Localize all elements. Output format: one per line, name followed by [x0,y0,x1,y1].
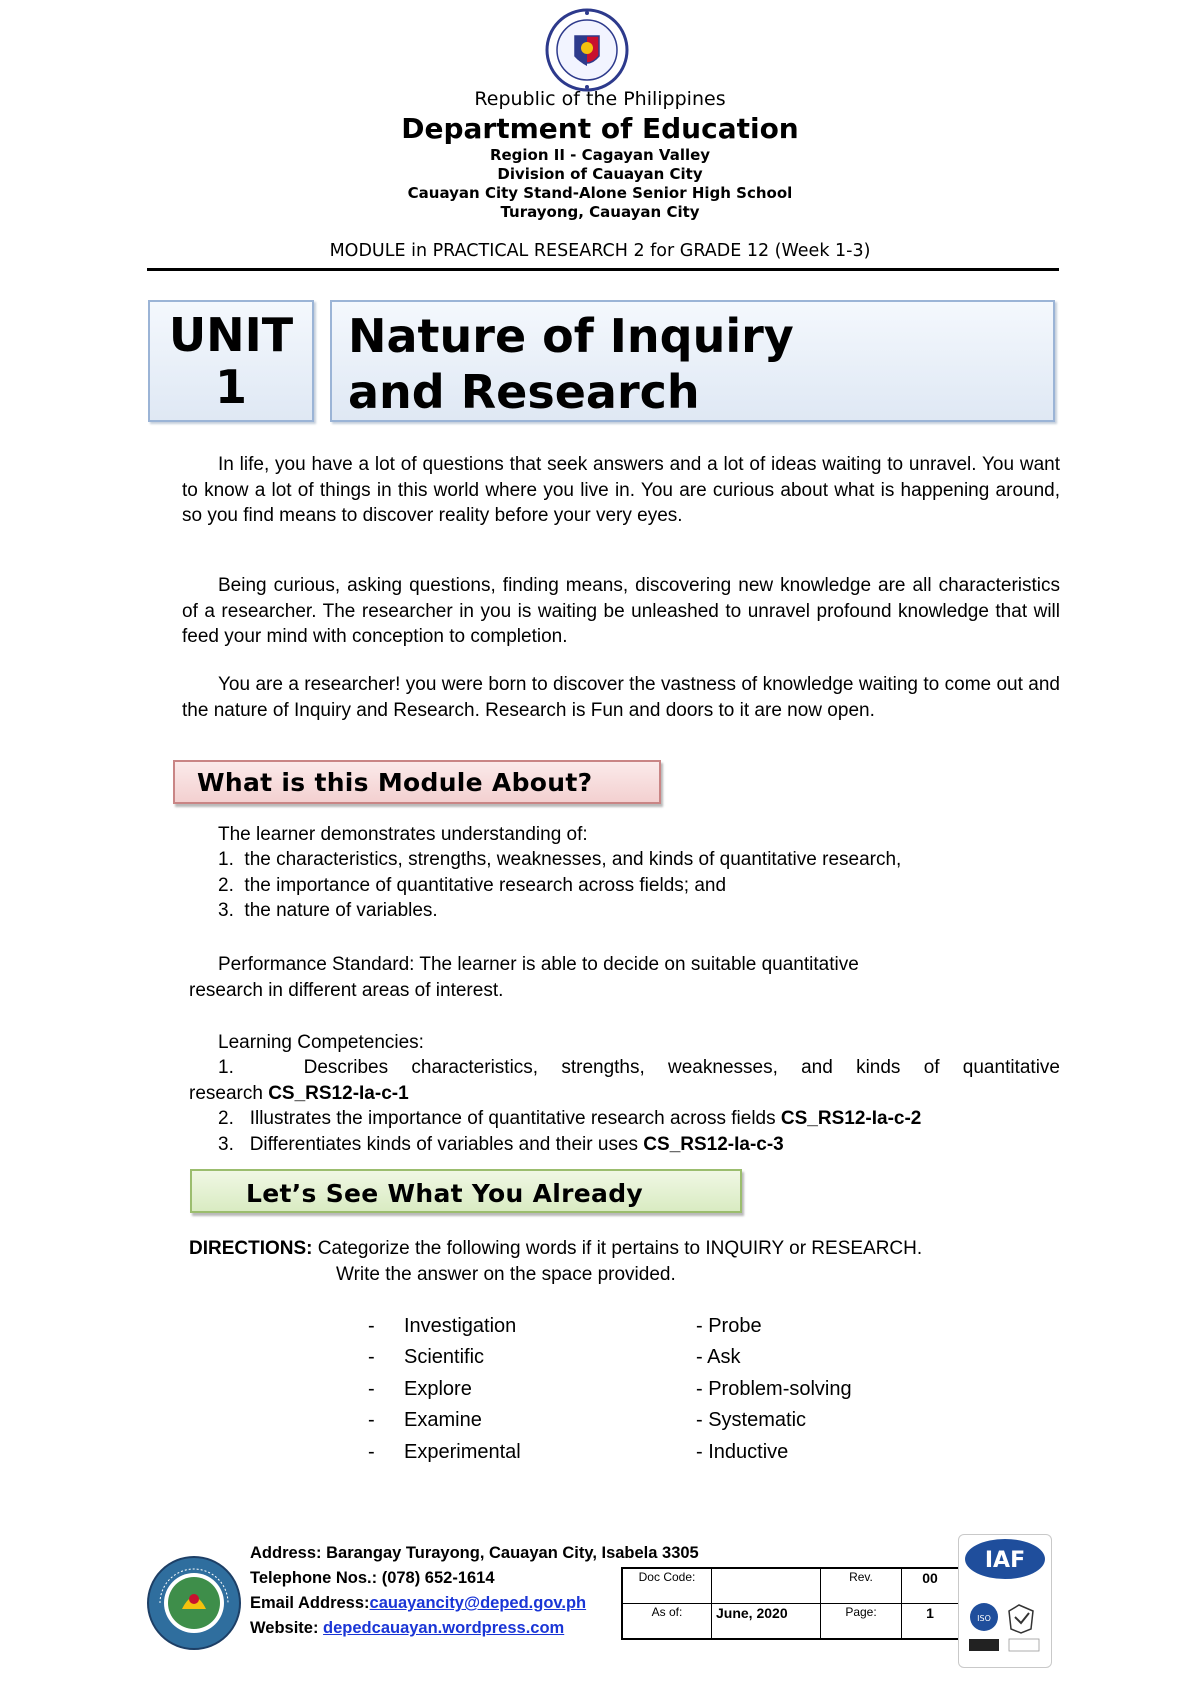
competency-text: Differentiates kinds of variables and their uses [249,1134,644,1155]
word-dash: - [368,1346,375,1368]
directions-line1 [189,1236,922,1262]
school-text: Cauayan City Stand-Alone Senior High School [407,184,793,202]
footer-email [250,1591,586,1616]
word-item: - Problem-solving [696,1378,852,1400]
learner-lead: The learner demonstrates understanding of: [218,824,588,845]
address-value: Barangay Turayong, Cauayan City, Isabela 3305 [326,1544,699,1562]
word-dash: - [368,1441,375,1463]
intro-paragraph-3: You are a researcher! you were born to discover the vastness of knowledge waiting to come out and the nature of Inquiry and Research. Research is Fun and doors to it are now open. [182,674,1060,721]
performance-standard-line2: research in different areas of interest. [189,980,504,1001]
item-number: 1. [218,849,234,870]
competency-code: CS_RS12-Ia-c-1 [268,1083,409,1104]
competency-text: Illustrates the importance of quantitative research across fields [249,1108,781,1129]
unit-title-line2: and Research [348,365,700,419]
svg-text:ISO: ISO [977,1614,991,1623]
doc-code-label: Doc Code: [622,1568,712,1604]
telephone-value: (078) 652-1614 [381,1569,495,1587]
page-value: 1 [902,1604,960,1640]
directions-line2: Write the answer on the space provided. [336,1264,676,1285]
item-text: the characteristics, strengths, weaknesses, and kinds of quantitative research, [244,849,902,870]
intro-paragraph-2: Being curious, asking questions, finding means, discovering new knowledge are all characteristics of a researcher. The researcher in you is waiting be unleashed to unravel profound knowledge that will feed your mind with conception to completion. [182,575,1060,647]
unit-number: 1 [214,360,247,414]
rev-label: Rev. [821,1568,902,1604]
footer-telephone [250,1566,495,1591]
item-text: the importance of quantitative research across fields; and [244,875,727,896]
unit-title-box [330,300,1055,422]
footer-address [250,1541,699,1566]
understanding-item [218,847,901,873]
competency-item [218,1106,921,1132]
competency-code: CS_RS12-Ia-c-3 [643,1134,784,1155]
page-label: Page: [821,1604,902,1640]
deped-seal-logo [545,8,629,92]
word-item: Scientific [404,1346,485,1368]
document-control-table [621,1567,960,1640]
location-text: Turayong, Cauayan City [500,203,700,221]
intro-paragraph-1: In life, you have a lot of questions that seek answers and a lot of ideas waiting to unravel. You want to know a lot of things in this world where you live in. You are curious about what is happening around, so you find means to discover reality before your very eyes. [182,454,1060,526]
understanding-item [218,898,438,924]
word-dash: - [368,1409,375,1431]
footer-website [250,1616,564,1641]
pretest-heading: Let’s See What You Already [190,1169,742,1213]
module-title: MODULE in PRACTICAL RESEARCH 2 for GRADE 12 (Week 1-3) [329,241,871,261]
word-item: Examine [404,1409,482,1431]
region-text: Region II - Cagayan Valley [489,146,711,164]
division-text: Division of Cauayan City [497,165,703,183]
address-label: Address: [250,1544,327,1562]
word-item: Investigation [404,1315,517,1337]
competency-number: 3. [218,1134,234,1155]
directions-text: Categorize the following words if it pertains to INQUIRY or RESEARCH. [312,1238,923,1259]
svg-text:IAF: IAF [984,1548,1026,1573]
word-item: Explore [404,1378,472,1400]
email-link[interactable]: cauayancity@deped.gov.ph [369,1594,587,1612]
word-dash: - [368,1315,375,1337]
competency-text: Describes characteristics, strengths, weaknesses, and kinds of quantitative [303,1057,1060,1078]
website-label: Website: [250,1619,324,1637]
competency-number: 1. [218,1057,234,1078]
as-of-label: As of: [622,1604,712,1640]
unit-label: UNIT [168,308,294,362]
competencies-label: Learning Competencies: [218,1032,424,1053]
certification-logos [958,1534,1052,1668]
understanding-item [218,873,726,899]
doc-code-value [712,1568,821,1604]
competency-text: research [189,1083,269,1104]
unit-title-line1: Nature of Inquiry [348,309,794,363]
division-seal-logo [146,1555,242,1651]
word-item: - Probe [696,1315,762,1337]
website-link[interactable]: depedcauayan.wordpress.com [323,1619,565,1637]
email-label: Email Address: [250,1594,370,1612]
directions-label: DIRECTIONS: [189,1238,313,1259]
word-item: - Ask [696,1346,741,1368]
unit-box [148,300,314,422]
word-item: - Systematic [696,1409,807,1431]
item-number: 3. [218,900,234,921]
competency-code: CS_RS12-Ia-c-2 [780,1108,922,1129]
republic-text: Republic of the Philippines [474,88,726,110]
department-title: Department of Education [401,112,799,145]
competency-item [218,1055,1060,1081]
word-dash: - [368,1378,375,1400]
competency-item-cont [189,1081,409,1107]
item-text: the nature of variables. [244,900,438,921]
as-of-value: June, 2020 [712,1604,821,1640]
performance-standard-line1: Performance Standard: The learner is able to decide on suitable quantitative [218,954,859,975]
word-item: - Inductive [696,1441,789,1463]
competency-number: 2. [218,1108,234,1129]
word-item: Experimental [404,1441,521,1463]
competency-item [218,1132,784,1158]
rev-value: 00 [902,1568,960,1604]
header-divider [147,268,1059,271]
telephone-label: Telephone Nos.: [250,1569,382,1587]
item-number: 2. [218,875,234,896]
module-about-heading: What is this Module About? [173,760,661,804]
